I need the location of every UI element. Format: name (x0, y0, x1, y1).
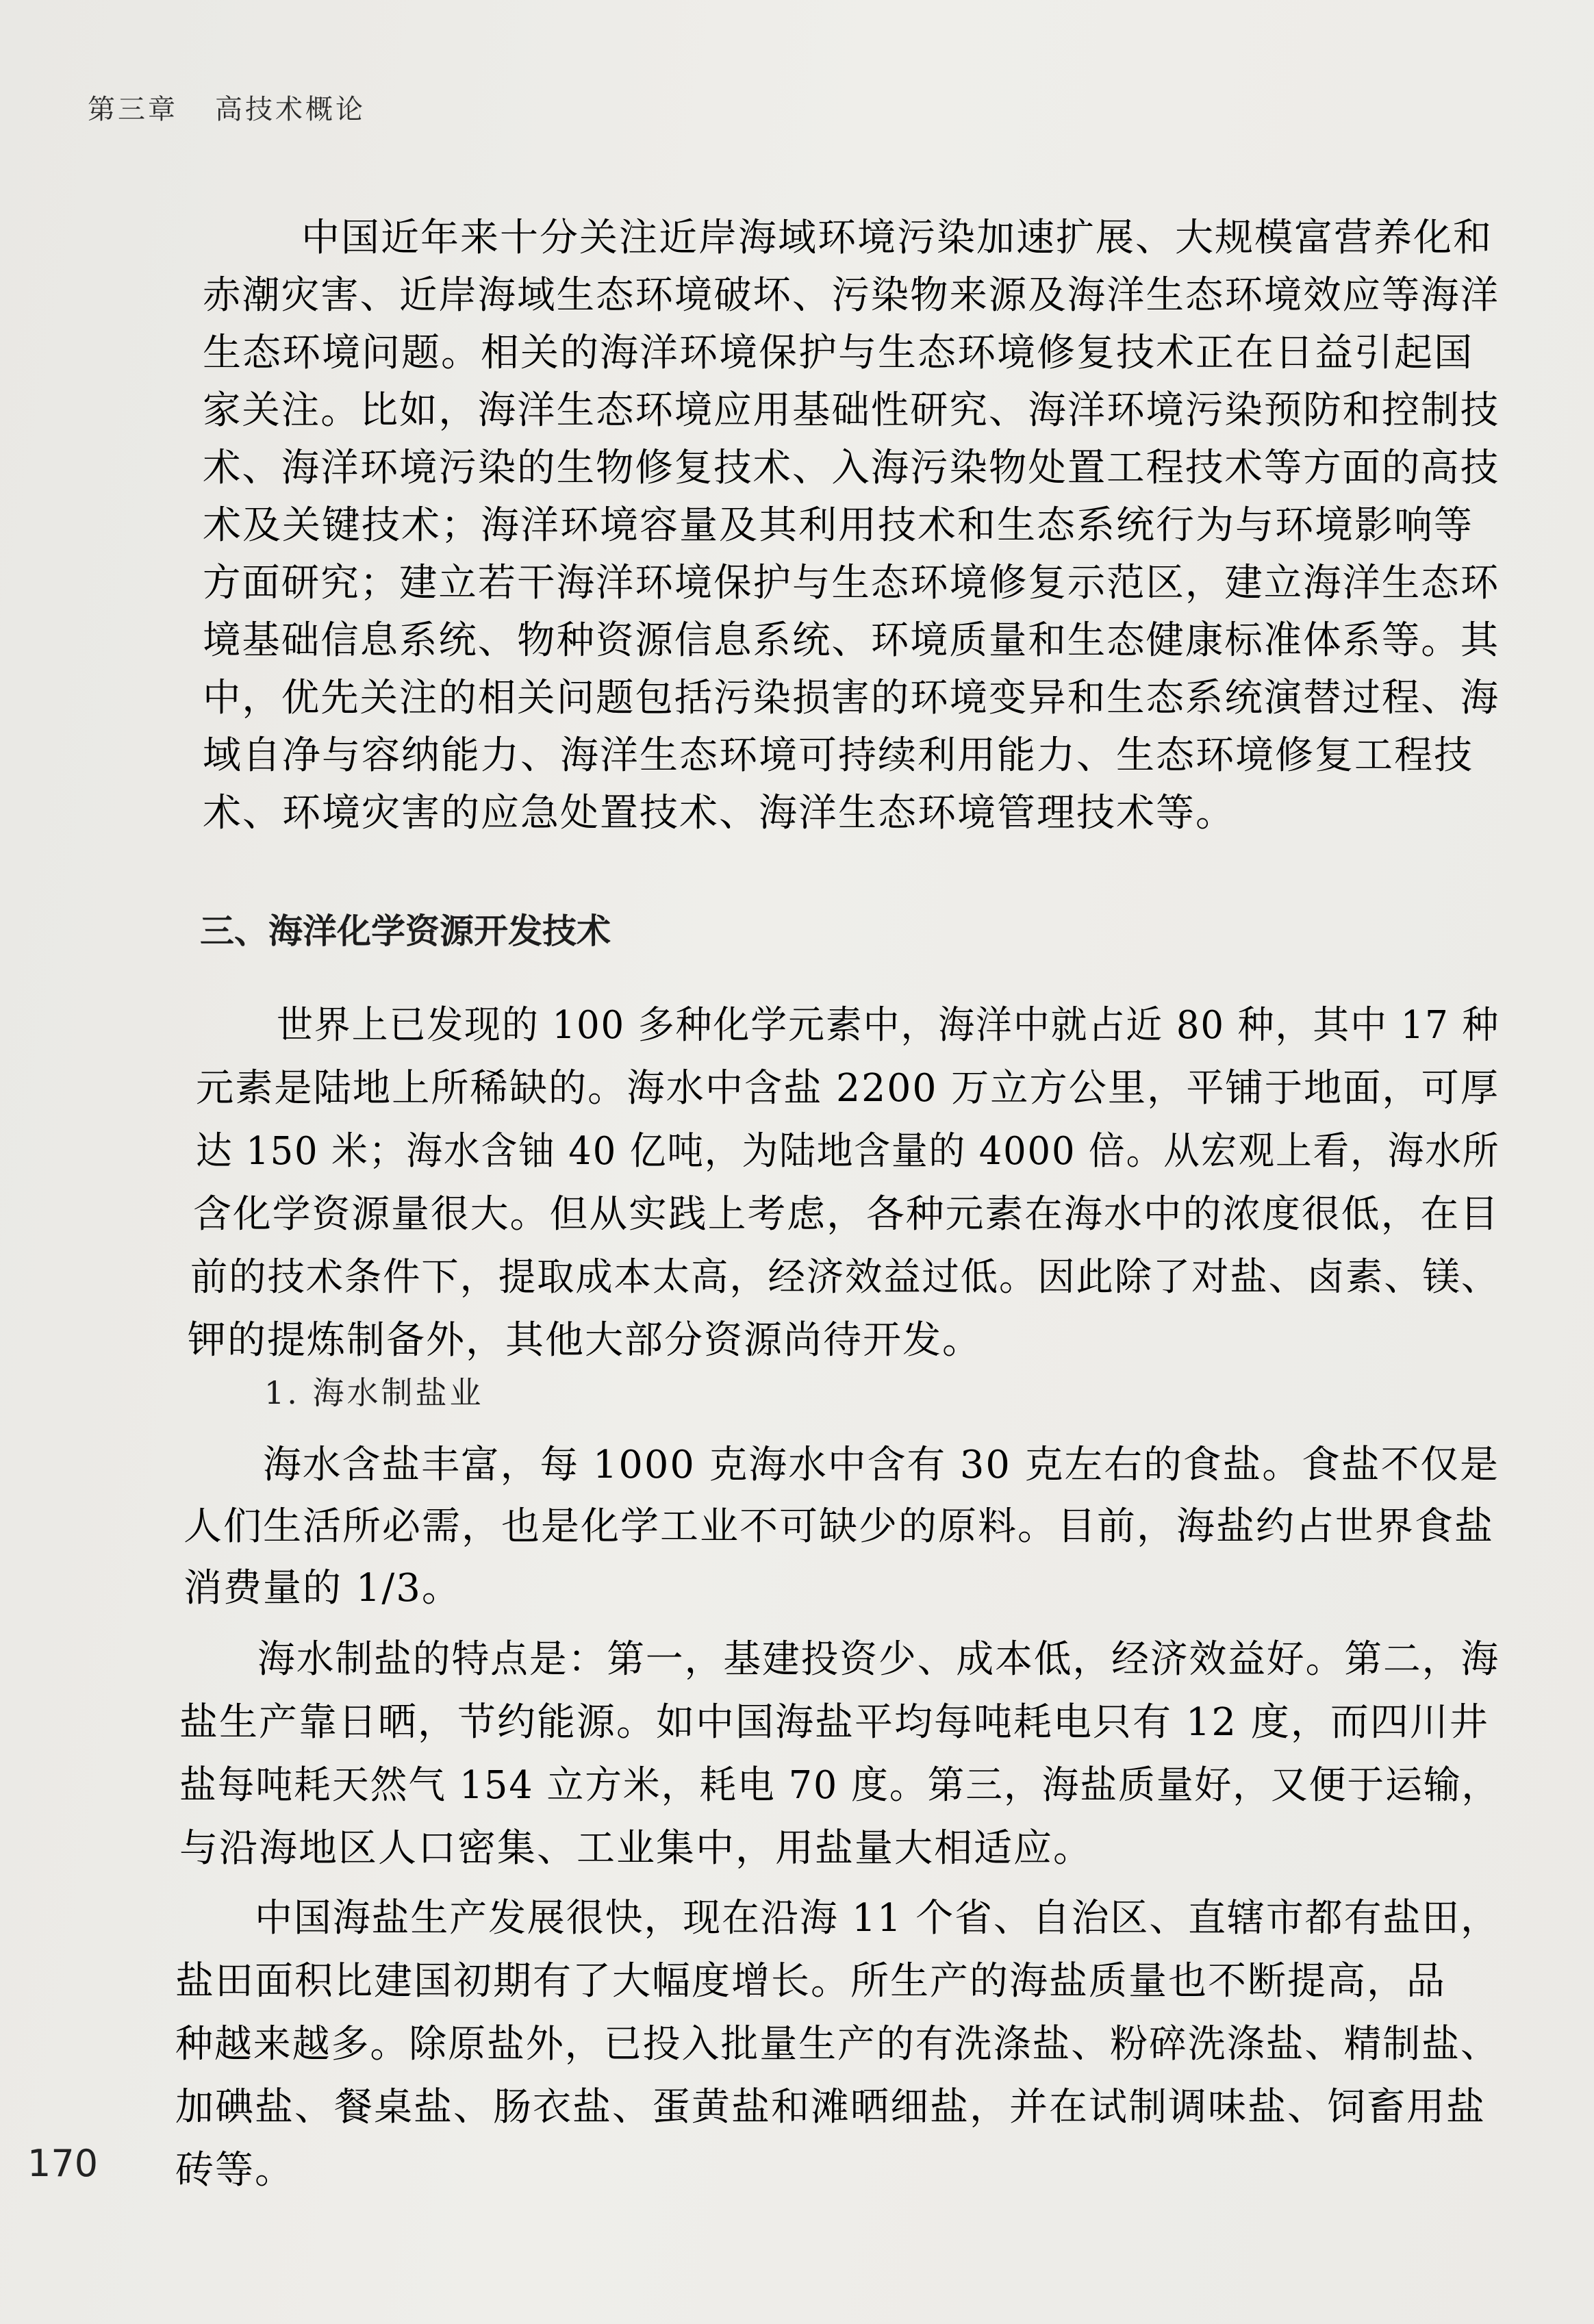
paragraph-1-line: 境基础信息系统、物种资源信息系统、环境质量和生态健康标准体系等。其 (203, 618, 1500, 663)
paragraph-3-line: 消费量的 1/3。 (184, 1566, 461, 1611)
paragraph-4-line: 海水制盐的特点是：第一，基建投资少、成本低，经济效益好。第二，海 (257, 1637, 1500, 1682)
paragraph-2-line: 达 150 米；海水含铀 40 亿吨，为陆地含量的 4000 倍。从宏观上看，海水所 (196, 1129, 1500, 1174)
paragraph-1-line: 中，优先关注的相关问题包括污染损害的环境变异和生态系统演替过程、海 (203, 676, 1500, 720)
paragraph-1-line: 方面研究；建立若干海洋环境保护与生态环境修复示范区，建立海洋生态环 (203, 561, 1500, 605)
running-head (88, 88, 366, 127)
paragraph-5-line: 中国海盐生产发展很快，现在沿海 11 个省、自治区、直辖市都有盐田， (255, 1896, 1500, 1941)
paragraph-1-line: 域自净与容纳能力、海洋生态环境可持续利用能力、生态环境修复工程技 (203, 733, 1473, 778)
paragraph-5-line: 种越来越多。除原盐外，已投入批量生产的有洗涤盐、粉碎洗涤盐、精制盐、 (175, 2022, 1500, 2067)
paragraph-1-line: 术、环境灾害的应急处置技术、海洋生态环境管理技术等。 (203, 791, 1235, 835)
paragraph-2-line: 含化学资源量很大。但从实践上考虑，各种元素在海水中的浓度很低，在目 (193, 1192, 1500, 1237)
paragraph-1-line: 中国近年来十分关注近岸海域环境污染加速扩展、大规模富营养化和 (301, 216, 1493, 260)
chapter-label: 第三章 (88, 94, 178, 125)
paragraph-1-line: 赤潮灾害、近岸海域生态环境破坏、污染物来源及海洋生态环境效应等海洋 (203, 273, 1500, 318)
chapter-title: 高技术概论 (215, 94, 366, 125)
paragraph-4-line: 盐生产靠日晒，节约能源。如中国海盐平均每吨耗电只有 12 度，而四川井 (179, 1700, 1489, 1745)
page-number: 170 (27, 2142, 99, 2185)
paragraph-2-line: 世界上已发现的 100 多种化学元素中，海洋中就占近 80 种，其中 17 种 (277, 1003, 1500, 1048)
paragraph-2-line: 钾的提炼制备外，其他大部分资源尚待开发。 (188, 1318, 982, 1363)
paragraph-3-line: 人们生活所必需，也是化学工业不可缺少的原料。目前，海盐约占世界食盐 (184, 1504, 1494, 1549)
paragraph-1-line: 生态环境问题。相关的海洋环境保护与生态环境修复技术正在日益引起国 (203, 331, 1473, 375)
paragraph-5-line: 盐田面积比建国初期有了大幅度增长。所生产的海盐质量也不断提高，品 (175, 1959, 1446, 2004)
section-heading: 三、海洋化学资源开发技术 (200, 911, 611, 951)
paragraph-5-line: 加碘盐、餐桌盐、肠衣盐、蛋黄盐和滩晒细盐，并在试制调味盐、饲畜用盐 (175, 2085, 1486, 2130)
paragraph-1-line: 术、海洋环境污染的生物修复技术、入海污染物处置工程技术等方面的高技 (203, 446, 1500, 490)
paragraph-2-line: 前的技术条件下，提取成本太高，经济效益过低。因此除了对盐、卤素、镁、 (190, 1255, 1500, 1300)
paragraph-1-line: 术及关键技术；海洋环境容量及其利用技术和生态系统行为与环境影响等 (203, 503, 1473, 548)
paragraph-3-line: 海水含盐丰富，每 1000 克海水中含有 30 克左右的食盐。食盐不仅是 (263, 1443, 1500, 1487)
paragraph-1-line: 家关注。比如，海洋生态环境应用基础性研究、海洋环境污染预防和控制技 (203, 388, 1500, 433)
paragraph-4-line: 盐每吨耗天然气 154 立方米，耗电 70 度。第三，海盐质量好，又便于运输， (179, 1763, 1500, 1808)
subsection-heading: 1. 海水制盐业 (264, 1374, 484, 1411)
paragraph-5-line: 砖等。 (175, 2148, 294, 2193)
paragraph-2-line: 元素是陆地上所稀缺的。海水中含盐 2200 万立方公里，平铺于地面，可厚 (196, 1066, 1500, 1111)
paragraph-4-line: 与沿海地区人口密集、工业集中，用盐量大相适应。 (179, 1826, 1093, 1871)
